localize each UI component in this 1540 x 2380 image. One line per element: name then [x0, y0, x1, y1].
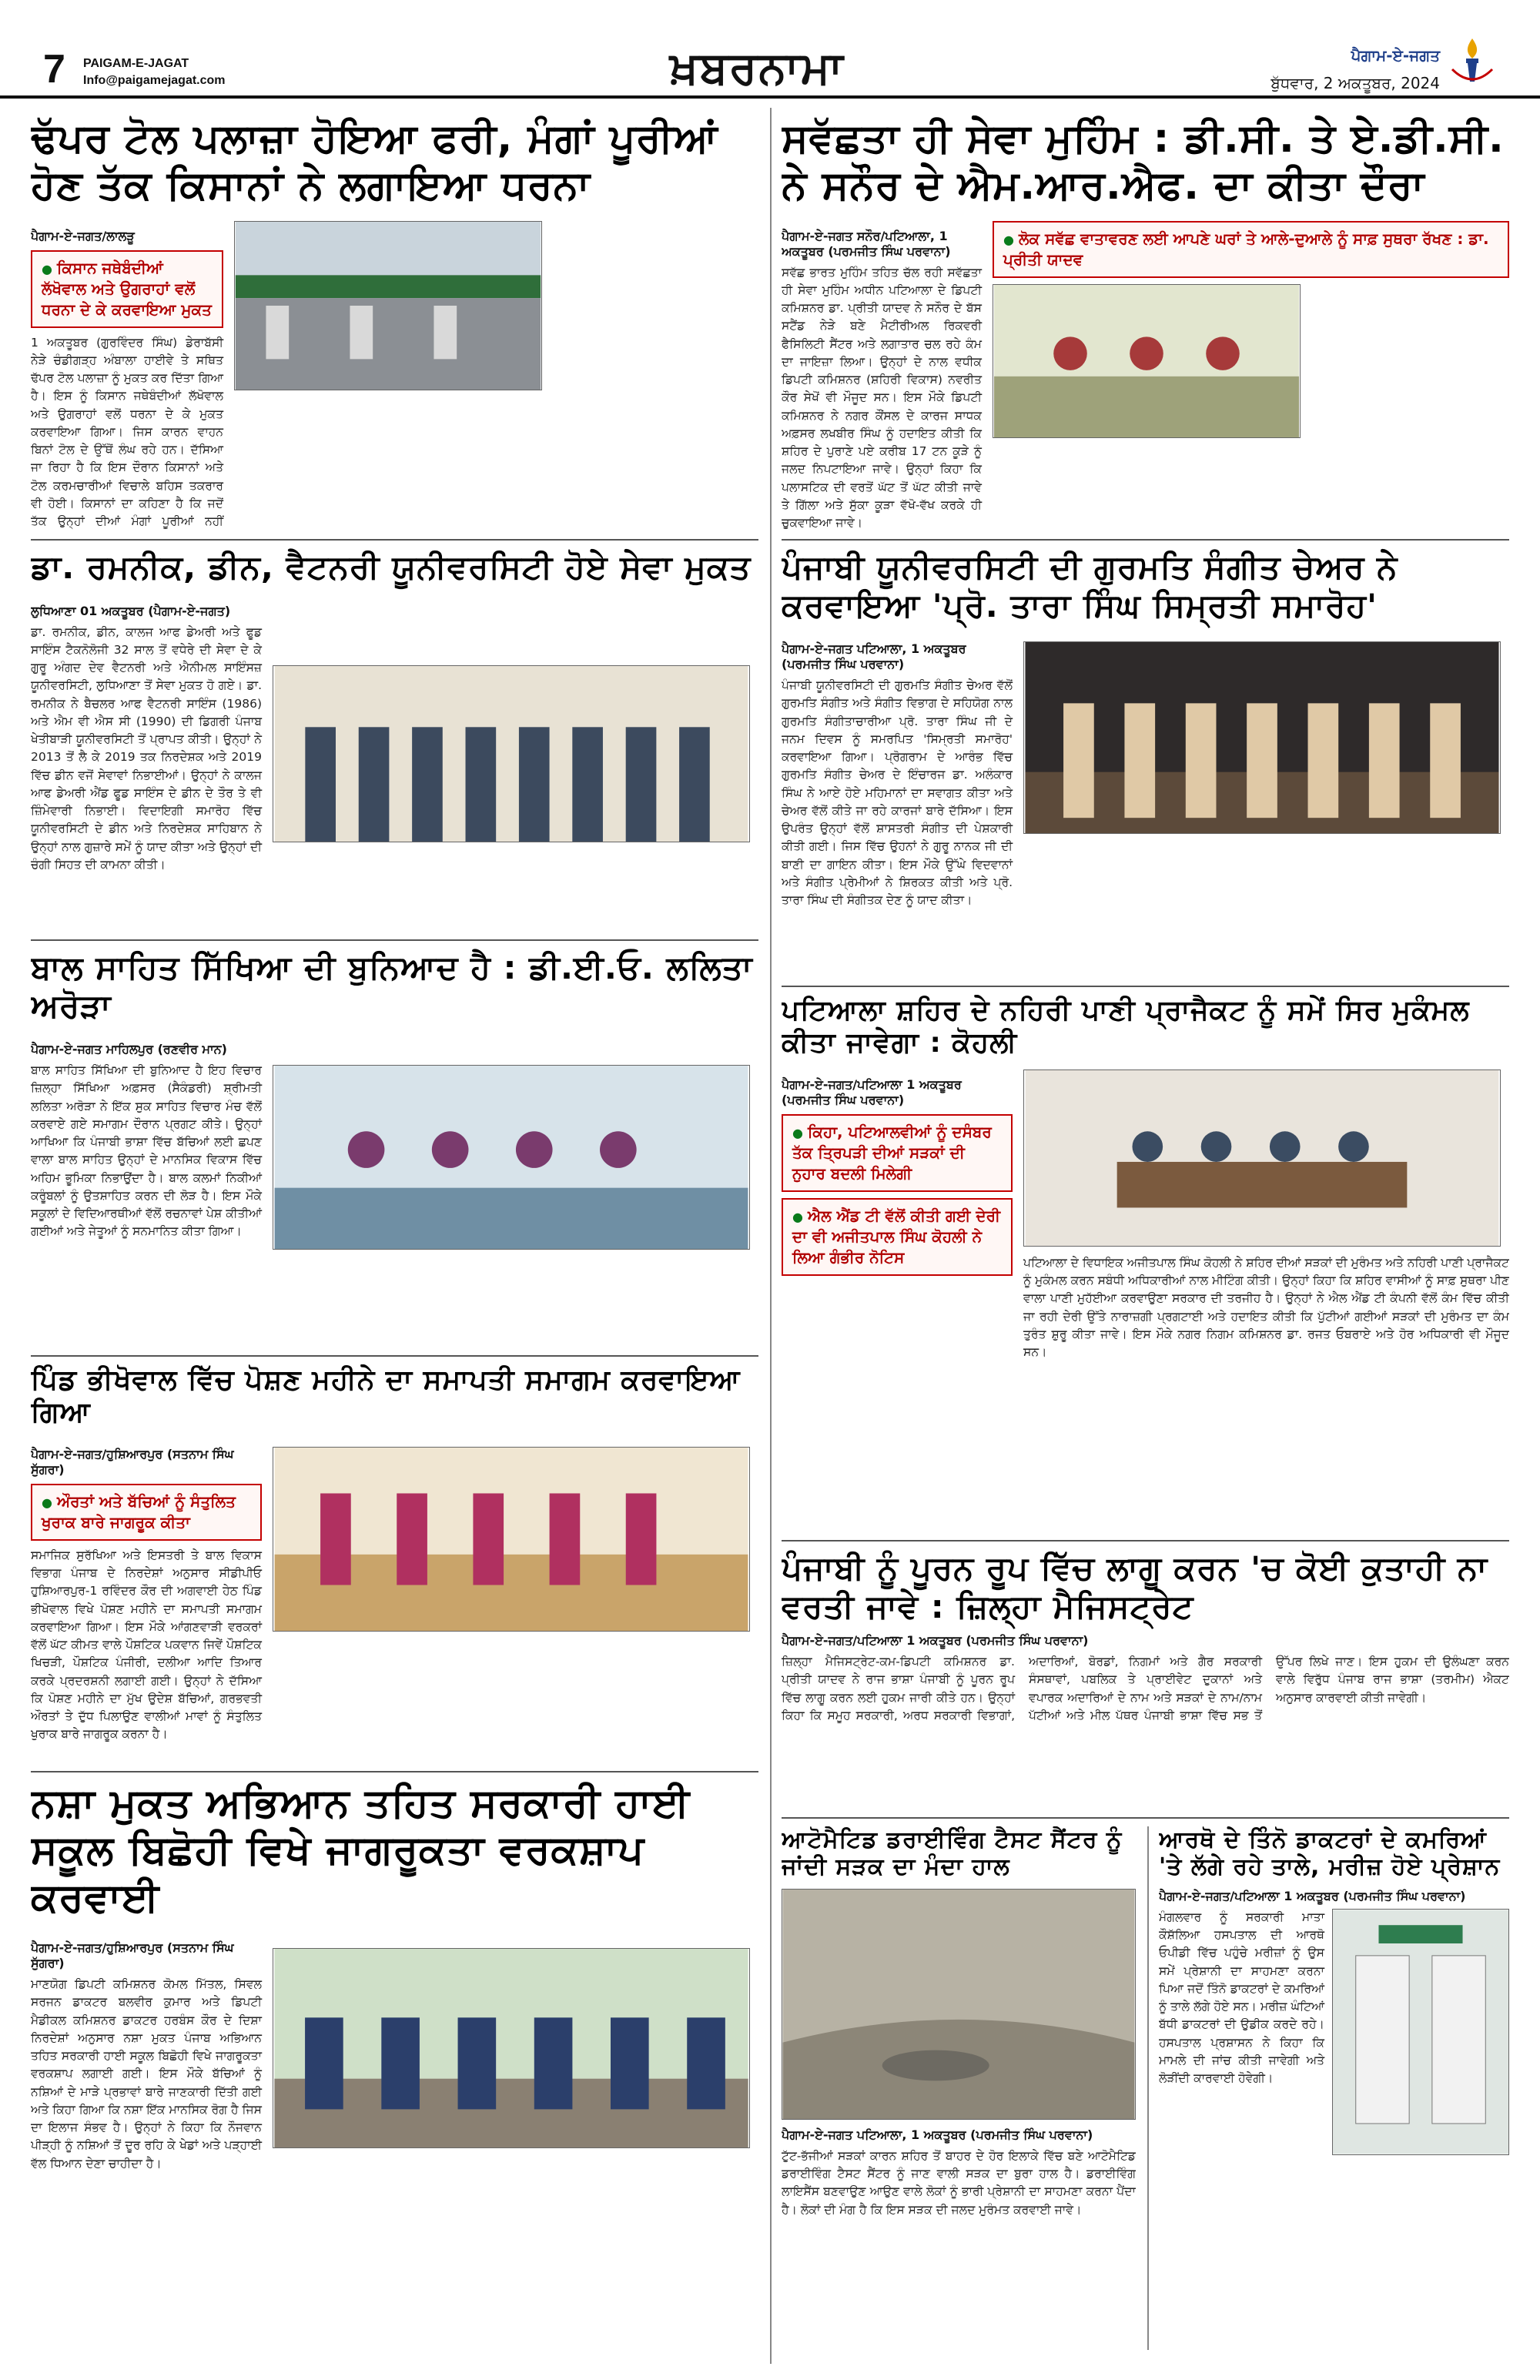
pull-quote-2: ● ਐਲ ਐਂਡ ਟੀ ਵੱਲੋਂ ਕੀਤੀ ਗਈ ਦੇਰੀ ਦਾ ਵੀ ਅਜੀਤਪਾਲ ਸਿੰਘ ਕੋਹਲੀ ਨੇ ਲਿਆ ਗੰਭੀਰ ਨੋਟਿਸ: [782, 1198, 1013, 1276]
divider: [31, 1355, 758, 1357]
article-body: ਪਟਿਆਲਾ ਦੇ ਵਿਧਾਇਕ ਅਜੀਤਪਾਲ ਸਿੰਘ ਕੋਹਲੀ ਨੇ ਸ਼ਹਿਰ ਦੀਆਂ ਸੜਕਾਂ ਦੀ ਮੁਰੰਮਤ ਅਤੇ ਨਹਿਰੀ ਪਾਣੀ ਪ੍ਰਾਜੈਕਟ ਨੂੰ ਮੁਕੰਮਲ ਕਰਨ ਸਬੰਧੀ ਅਧਿਕਾਰੀਆਂ ਨਾਲ ਮੀਟਿੰਗ ਕੀਤੀ। ਉਨ੍ਹਾਂ ਕਿਹਾ ਕਿ ਸ਼ਹਿਰ ਵਾਸੀਆਂ ਨੂੰ ਸਾਫ਼ ਸੁਥਰਾ ਪੀਣ ਵਾਲਾ ਪਾਣੀ ਮੁਹੱਈਆ ਕਰਵਾਉਣਾ ਸਰਕਾਰ ਦੀ ਤਰਜੀਹ ਹੈ। ਉਨ੍ਹਾਂ ਨੇ ਐਲ ਐਂਡ ਟੀ ਕੰਪਨੀ ਵੱਲੋਂ ਕੰਮ ਵਿੱਚ ਕੀਤੀ ਜਾ ਰਹੀ ਦੇਰੀ ਉੱਤੇ ਨਾਰਾਜ਼ਗੀ ਪ੍ਰਗਟਾਈ ਅਤੇ ਹਦਾਇਤ ਕੀਤੀ ਕਿ ਪੁੱਟੀਆਂ ਗਈਆਂ ਸੜਕਾਂ ਦੀ ਮੁਰੰਮਤ ਦਾ ਕੰਮ ਤੁਰੰਤ ਸ਼ੁਰੂ ਕੀਤਾ ਜਾਵੇ। ਇਸ ਮੌਕੇ ਨਗਰ ਨਿਗਮ ਕਮਿਸ਼ਨਰ ਡਾ. ਰਜਤ ਓਬਰਾਏ ਅਤੇ ਹੋਰ ਅਧਿਕਾਰੀ ਵੀ ਮੌਜੂਦ ਸਨ।: [1023, 1255, 1509, 1360]
byline: ਪੈਗਾਮ-ਏ-ਜਗਤ/ਹੁਸ਼ਿਆਰਪੁਰ (ਸਤਨਾਮ ਸਿੰਘ ਸੁੱਗਰਾ): [31, 1940, 234, 1971]
headline: ਬਾਲ ਸਾਹਿਤ ਸਿੱਖਿਆ ਦੀ ਬੁਨਿਆਦ ਹੈ : ਡੀ.ਈ.ਓ. ਲਲਿਤਾ ਅਰੋੜਾ: [31, 949, 753, 1025]
byline: ਪੈਗਾਮ-ਏ-ਜਗਤ ਮਾਹਿਲਪੁਰ (ਰਣਵੀਰ ਮਾਨ): [31, 1042, 227, 1057]
story-swachhata: [782, 115, 1509, 531]
issue-date: ਬੁੱਧਵਾਰ, 2 ਅਕਤੂਬਰ, 2024: [1270, 74, 1440, 92]
event-photo: [273, 1065, 750, 1250]
section-title: ਖ਼ਬਰਨਾਮਾ: [670, 42, 845, 94]
story-canal-water-project: [782, 995, 1509, 1534]
article-body: ਡਾ. ਰਮਨੀਕ, ਡੀਨ, ਕਾਲਜ ਆਫ ਡੇਅਰੀ ਅਤੇ ਫੂਡ ਸਾਇੰਸ ਟੈਕਨੋਲੋਜੀ 32 ਸਾਲ ਤੋਂ ਵਧੇਰੇ ਦੀ ਸੇਵਾ ਦੇ ਕੇ ਗੁਰੂ ਅੰਗਦ ਦੇਵ ਵੈਟਨਰੀ ਅਤੇ ਐਨੀਮਲ ਸਾਇੰਸਜ਼ ਯੂਨੀਵਰਸਿਟੀ, ਲੁਧਿਆਣਾ ਤੋਂ ਸੇਵਾ ਮੁਕਤ ਹੋ ਗਏ। ਡਾ. ਰਮਨੀਕ ਨੇ ਬੈਚਲਰ ਆਫ ਵੈਟਨਰੀ ਸਾਇੰਸ (1986) ਅਤੇ ਐਮ ਵੀ ਐਸ ਸੀ (1990) ਦੀ ਡਿਗਰੀ ਪੰਜਾਬ ਖੇਤੀਬਾੜੀ ਯੂਨੀਵਰਸਿਟੀ ਤੋਂ ਪ੍ਰਾਪਤ ਕੀਤੀ। ਉਨ੍ਹਾਂ ਨੇ 2013 ਤੋਂ ਲੈ ਕੇ 2019 ਤਕ ਨਿਰਦੇਸ਼ਕ ਅਤੇ 2019 ਵਿੱਚ ਡੀਨ ਵਜੋਂ ਸੇਵਾਵਾਂ ਨਿਭਾਈਆਂ। ਉਨ੍ਹਾਂ ਨੇ ਕਾਲਜ ਆਫ ਡੇਅਰੀ ਐਂਡ ਫੂਡ ਸਾਇੰਸ ਦੇ ਡੀਨ ਦੇ ਤੌਰ ਤੇ ਵੀ ਜ਼ਿੰਮੇਵਾਰੀ ਨਿਭਾਈ। ਵਿਦਾਇਗੀ ਸਮਾਰੋਹ ਵਿੱਚ ਯੂਨੀਵਰਸਿਟੀ ਦੇ ਡੀਨ ਅਤੇ ਨਿਰਦੇਸ਼ਕ ਸਾਹਿਬਾਨ ਨੇ ਉਨ੍ਹਾਂ ਨਾਲ ਗੁਜ਼ਾਰੇ ਸਮੇਂ ਨੂੰ ਯਾਦ ਕੀਤਾ ਅਤੇ ਉਨ੍ਹਾਂ ਦੀ ਚੰਗੀ ਸਿਹਤ ਦੀ ਕਾਮਨਾ ਕੀਤੀ।: [31, 624, 262, 872]
byline: ਪੈਗਾਮ-ਏ-ਜਗਤ/ਪਟਿਆਲਾ 1 ਅਕਤੂਬਰ (ਪਰਮਜੀਤ ਸਿੰਘ ਪਰਵਾਨਾ): [1159, 1888, 1466, 1903]
pull-quote: ● ਕਿਸਾਨ ਜਥੇਬੰਦੀਆਂ ਲੱਖੋਵਾਲ ਅਤੇ ਉਗਰਾਹਾਂ ਵਲੋਂ ਧਰਨਾ ਦੇ ਕੇ ਕਰਵਾਇਆ ਮੁਕਤ: [31, 250, 223, 328]
byline: ਪੈਗਾਮ-ਏ-ਜਗਤ ਸਨੌਰ/ਪਟਿਆਲਾ, 1 ਅਕਤੂਬਰ (ਪਰਮਜੀਤ ਸਿੰਘ ਪਰਵਾਨਾ): [782, 228, 951, 259]
headline: ਢੱਪਰ ਟੋਲ ਪਲਾਜ਼ਾ ਹੋਇਆ ਫਰੀ, ਮੰਗਾਂ ਪੂਰੀਆਂ ਹੋਣ ਤੱਕ ਕਿਸਾਨਾਂ ਨੇ ਲਗਾਇਆ ਧਰਨਾ: [31, 115, 718, 209]
article-body: ਸਮਾਜਿਕ ਸੁਰੱਖਿਆ ਅਤੇ ਇਸਤਰੀ ਤੇ ਬਾਲ ਵਿਕਾਸ ਵਿਭਾਗ ਪੰਜਾਬ ਦੇ ਨਿਰਦੇਸ਼ਾਂ ਅਨੁਸਾਰ ਸੀਡੀਪੀਓ ਹੁਸ਼ਿਆਰਪੁਰ-1 ਰਵਿੰਦਰ ਕੌਰ ਦੀ ਅਗਵਾਈ ਹੇਠ ਪਿੰਡ ਭੀਖੋਵਾਲ ਵਿਖੇ ਪੋਸ਼ਣ ਮਹੀਨੇ ਦਾ ਸਮਾਪਤੀ ਸਮਾਗਮ ਕਰਵਾਇਆ ਗਿਆ। ਇਸ ਮੌਕੇ ਆਂਗਣਵਾੜੀ ਵਰਕਰਾਂ ਵੱਲੋਂ ਘੱਟ ਕੀਮਤ ਵਾਲੇ ਪੌਸ਼ਟਿਕ ਪਕਵਾਨ ਜਿਵੇਂ ਪੌਸ਼ਟਿਕ ਖਿਚੜੀ, ਪੌਸ਼ਟਿਕ ਪੰਜੀਰੀ, ਦਲੀਆ ਆਦਿ ਤਿਆਰ ਕਰਕੇ ਪ੍ਰਦਰਸ਼ਨੀ ਲਗਾਈ ਗਈ। ਉਨ੍ਹਾਂ ਨੇ ਦੱਸਿਆ ਕਿ ਪੋਸ਼ਣ ਮਹੀਨੇ ਦਾ ਮੁੱਖ ਉਦੇਸ਼ ਬੱਚਿਆਂ, ਗਰਭਵਤੀ ਔਰਤਾਂ ਤੇ ਦੁੱਧ ਪਿਲਾਉਣ ਵਾਲੀਆਂ ਮਾਵਾਂ ਨੂੰ ਸੰਤੁਲਿਤ ਖੁਰਾਕ ਬਾਰੇ ਜਾਗਰੂਕ ਕਰਨਾ ਹੈ।: [31, 1548, 262, 1742]
headline: ਆਰਥੋ ਦੇ ਤਿੰਨੋ ਡਾਕਟਰਾਂ ਦੇ ਕਮਰਿਆਂ 'ਤੇ ਲੱਗੇ ਰਹੇ ਤਾਲੇ, ਮਰੀਜ਼ ਹੋਏ ਪ੍ਰੇਸ਼ਾਨ: [1159, 1826, 1501, 1881]
divider: [782, 1817, 1509, 1819]
column-divider: [1147, 1826, 1149, 2350]
story-nasha-mukt: [31, 1780, 758, 2350]
photo-caption: ● ਲੋਕ ਸਵੱਛ ਵਾਤਾਵਰਣ ਲਈ ਆਪਣੇ ਘਰਾਂ ਤੇ ਆਲੇ-ਦੁਆਲੇ ਨੂੰ ਸਾਫ਼ ਸੁਥਰਾ ਰੱਖਣ : ਡਾ. ਪ੍ਰੀਤੀ ਯਾਦਵ: [993, 221, 1509, 278]
byline: ਪੈਗਾਮ-ਏ-ਜਗਤ ਪਟਿਆਲਾ, 1 ਅਕਤੂਬਰ (ਪਰਮਜੀਤ ਸਿੰਘ ਪਰਵਾਨਾ): [782, 2127, 1093, 2142]
byline: ਪੈਗਾਮ-ਏ-ਜਗਤ/ਪਟਿਆਲਾ 1 ਅਕਤੂਬਰ (ਪਰਮਜੀਤ ਸਿੰਘ ਪਰਵਾਨਾ): [782, 1076, 962, 1107]
byline: ਪੈਗਾਮ-ਏ-ਜਗਤ/ਪਟਿਆਲਾ 1 ਅਕਤੂਬਰ (ਪਰਮਜੀਤ ਸਿੰਘ ਪਰਵਾਨਾ): [782, 1633, 1089, 1649]
divider: [31, 1771, 758, 1772]
article-body: ਬਾਲ ਸਾਹਿਤ ਸਿੱਖਿਆ ਦੀ ਬੁਨਿਆਦ ਹੈ ਇਹ ਵਿਚਾਰ ਜ਼ਿਲ੍ਹਾ ਸਿੱਖਿਆ ਅਫ਼ਸਰ (ਸੈਕੰਡਰੀ) ਸ਼੍ਰੀਮਤੀ ਲਲਿਤਾ ਅਰੋੜਾ ਨੇ ਇੱਕ ਸੁਕ ਸਾਹਿਤ ਵਿਚਾਰ ਮੰਚ ਵੱਲੋਂ ਕਰਵਾਏ ਗਏ ਸਮਾਗਮ ਦੌਰਾਨ ਪ੍ਰਗਟ ਕੀਤੇ। ਉਨ੍ਹਾਂ ਆਖਿਆ ਕਿ ਪੰਜਾਬੀ ਭਾਸ਼ਾ ਵਿੱਚ ਬੱਚਿਆਂ ਲਈ ਛਪਣ ਵਾਲਾ ਬਾਲ ਸਾਹਿਤ ਉਨ੍ਹਾਂ ਦੇ ਮਾਨਸਿਕ ਵਿਕਾਸ ਵਿੱਚ ਅਹਿਮ ਭੂਮਿਕਾ ਨਿਭਾਉਂਦਾ ਹੈ। ਬਾਲ ਕਲਮਾਂ ਨਿਕੀਆਂ ਕਰੂੰਬਲਾਂ ਨੂੰ ਉਤਸ਼ਾਹਿਤ ਕਰਨ ਦੀ ਲੋੜ ਹੈ। ਇਸ ਮੌਕੇ ਸਕੂਲਾਂ ਦੇ ਵਿਦਿਆਰਥੀਆਂ ਵੱਲੋਂ ਰਚਨਾਵਾਂ ਪੇਸ਼ ਕੀਤੀਆਂ ਗਈਆਂ ਅਤੇ ਜੇਤੂਆਂ ਨੂੰ ਸਨਮਾਨਿਤ ਕੀਤਾ ਗਿਆ।: [31, 1063, 262, 1239]
masthead: [0, 0, 1540, 99]
headline: ਪੰਜਾਬੀ ਯੂਨੀਵਰਸਿਟੀ ਦੀ ਗੁਰਮਤਿ ਸੰਗੀਤ ਚੇਅਰ ਨੇ ਕਰਵਾਇਆ 'ਪ੍ਰੋ. ਤਾਰਾ ਸਿੰਘ ਸਿਮ੍ਰਤੀ ਸਮਾਰੋਹ': [782, 548, 1398, 624]
story-ortho-doctors: [1159, 1826, 1509, 2350]
headline: ਡਾ. ਰਮਨੀਕ, ਡੀਨ, ਵੈਟਨਰੀ ਯੂਨੀਵਰਸਿਟੀ ਹੋਏ ਸੇਵਾ ਮੁਕਤ: [31, 548, 752, 586]
mrf-visit-photo: [993, 284, 1301, 438]
divider: [782, 986, 1509, 987]
torch-logo-icon: [1448, 35, 1497, 89]
story-driving-test-road: [782, 1826, 1136, 2350]
story-vet-university: [31, 548, 758, 933]
page-number: 7: [43, 47, 65, 92]
story-toll-plaza: [31, 115, 758, 531]
article-body: 1 ਅਕਤੂਬਰ (ਗੁਰਵਿੰਦਰ ਸਿੰਘ) ਡੇਰਾਬੱਸੀ ਨੇੜੇ ਚੰਡੀਗੜ੍ਹ ਅੰਬਾਲਾ ਹਾਈਵੇ ਤੇ ਸਥਿਤ ਢੱਪਰ ਟੋਲ ਪਲਾਜ਼ਾ ਨੂੰ ਮੁਕਤ ਕਰ ਦਿੱਤਾ ਗਿਆ ਹੈ। ਇਸ ਨੂੰ ਕਿਸਾਨ ਜਥੇਬੰਦੀਆਂ ਲੱਖੋਵਾਲ ਅਤੇ ਉਗਰਾਹਾਂ ਵਲੋਂ ਧਰਨਾ ਦੇ ਕੇ ਮੁਕਤ ਕਰਵਾਇਆ ਗਿਆ। ਜਿਸ ਕਾਰਨ ਵਾਹਨ ਬਿਨਾਂ ਟੋਲ ਦੇ ਉੱਥੋਂ ਲੰਘ ਰਹੇ ਹਨ। ਦੱਸਿਆ ਜਾ ਰਿਹਾ ਹੈ ਕਿ ਇਸ ਦੌਰਾਨ ਕਿਸਾਨਾਂ ਅਤੇ ਟੋਲ ਕਰਮਚਾਰੀਆਂ ਵਿਚਾਲੇ ਬਹਿਸ ਤਕਰਾਰ ਵੀ ਹੋਈ। ਕਿਸਾਨਾਂ ਦਾ ਕਹਿਣਾ ਹੈ ਕਿ ਜਦੋਂ ਤੱਕ ਉਨ੍ਹਾਂ ਦੀਆਂ ਮੰਗਾਂ ਪੂਰੀਆਂ ਨਹੀਂ: [31, 335, 223, 529]
byline: ਪੈਗਾਮ-ਏ-ਜਗਤ/ਹੁਸ਼ਿਆਰਪੁਰ (ਸਤਨਾਮ ਸਿੰਘ ਸੁੱਗਰਾ): [31, 1446, 234, 1477]
article-body: ਟੁੱਟ-ਭੱਜੀਆਂ ਸੜਕਾਂ ਕਾਰਨ ਸ਼ਹਿਰ ਤੋਂ ਬਾਹਰ ਦੇ ਹੋਰ ਇਲਾਕੇ ਵਿੱਚ ਬਣੇ ਆਟੋਮੈਟਿਡ ਡਰਾਈਵਿੰਗ ਟੈਸਟ ਸੈਂਟਰ ਨੂੰ ਜਾਣ ਵਾਲੀ ਸੜਕ ਦਾ ਬੁਰਾ ਹਾਲ ਹੈ। ਡਰਾਈਵਿੰਗ ਲਾਇਸੈਂਸ ਬਣਵਾਉਣ ਆਉਣ ਵਾਲੇ ਲੋਕਾਂ ਨੂੰ ਭਾਰੀ ਪ੍ਰੇਸ਼ਾਨੀ ਦਾ ਸਾਹਮਣਾ ਕਰਨਾ ਪੈਂਦਾ ਹੈ। ਲੋਕਾਂ ਦੀ ਮੰਗ ਹੈ ਕਿ ਇਸ ਸੜਕ ਦੀ ਜਲਦ ਮੁਰੰਮਤ ਕਰਵਾਈ ਜਾਵੇ।: [782, 2148, 1136, 2217]
article-body: ਮਾਣਯੋਗ ਡਿਪਟੀ ਕਮਿਸ਼ਨਰ ਕੋਮਲ ਮਿੱਤਲ, ਸਿਵਲ ਸਰਜਨ ਡਾਕਟਰ ਬਲਵੀਰ ਕੁਮਾਰ ਅਤੇ ਡਿਪਟੀ ਮੈਡੀਕਲ ਕਮਿਸ਼ਨਰ ਡਾਕਟਰ ਹਰਬੰਸ ਕੌਰ ਦੇ ਦਿਸ਼ਾ ਨਿਰਦੇਸ਼ਾਂ ਅਨੁਸਾਰ ਨਸ਼ਾ ਮੁਕਤ ਪੰਜਾਬ ਅਭਿਆਨ ਤਹਿਤ ਸਰਕਾਰੀ ਹਾਈ ਸਕੂਲ ਬਿਛੋਹੀ ਵਿਖੇ ਜਾਗਰੂਕਤਾ ਵਰਕਸ਼ਾਪ ਲਗਾਈ ਗਈ। ਇਸ ਮੌਕੇ ਬੱਚਿਆਂ ਨੂੰ ਨਸ਼ਿਆਂ ਦੇ ਮਾੜੇ ਪ੍ਰਭਾਵਾਂ ਬਾਰੇ ਜਾਣਕਾਰੀ ਦਿੱਤੀ ਗਈ ਅਤੇ ਕਿਹਾ ਗਿਆ ਕਿ ਨਸ਼ਾ ਇੱਕ ਮਾਨਸਿਕ ਰੋਗ ਹੈ ਜਿਸ ਦਾ ਇਲਾਜ ਸੰਭਵ ਹੈ। ਉਨ੍ਹਾਂ ਨੇ ਕਿਹਾ ਕਿ ਨੌਜਵਾਨ ਪੀੜ੍ਹੀ ਨੂੰ ਨਸ਼ਿਆਂ ਤੋਂ ਦੂਰ ਰਹਿ ਕੇ ਖੇਡਾਂ ਅਤੇ ਪੜ੍ਹਾਈ ਵੱਲ ਧਿਆਨ ਦੇਣਾ ਚਾਹੀਦਾ ਹੈ।: [31, 1977, 262, 2171]
article-body: ਸਵੱਛ ਭਾਰਤ ਮੁਹਿੰਮ ਤਹਿਤ ਚੱਲ ਰਹੀ ਸਵੱਛਤਾ ਹੀ ਸੇਵਾ ਮੁਹਿੰਮ ਅਧੀਨ ਪਟਿਆਲਾ ਦੇ ਡਿਪਟੀ ਕਮਿਸ਼ਨਰ ਡਾ. ਪ੍ਰੀਤੀ ਯਾਦਵ ਨੇ ਸਨੌਰ ਦੇ ਬੱਸ ਸਟੈਂਡ ਨੇੜੇ ਬਣੇ ਮੈਟੀਰੀਅਲ ਰਿਕਵਰੀ ਫੈਸਿਲਿਟੀ ਸੈਂਟਰ ਅਤੇ ਲਗਾਤਾਰ ਚਲ ਰਹੇ ਕੰਮ ਦਾ ਜਾਇਜ਼ਾ ਲਿਆ। ਉਨ੍ਹਾਂ ਦੇ ਨਾਲ ਵਧੀਕ ਡਿਪਟੀ ਕਮਿਸ਼ਨਰ (ਸ਼ਹਿਰੀ ਵਿਕਾਸ) ਨਵਰੀਤ ਕੌਰ ਸੇਖੋਂ ਵੀ ਮੌਜੂਦ ਸਨ। ਇਸ ਮੌਕੇ ਡਿਪਟੀ ਕਮਿਸ਼ਨਰ ਨੇ ਨਗਰ ਕੌਂਸਲ ਦੇ ਕਾਰਜ ਸਾਧਕ ਅਫ਼ਸਰ ਲਖਬੀਰ ਸਿੰਘ ਨੂੰ ਹਦਾਇਤ ਕੀਤੀ ਕਿ ਸ਼ਹਿਰ ਦੇ ਪੁਰਾਣੇ ਪਏ ਕਰੀਬ 17 ਟਨ ਕੂੜੇ ਨੂੰ ਜਲਦ ਨਿਪਟਾਇਆ ਜਾਵੇ। ਉਨ੍ਹਾਂ ਕਿਹਾ ਕਿ ਪਲਾਸਟਿਕ ਦੀ ਵਰਤੋਂ ਘੱਟ ਤੋਂ ਘੱਟ ਕੀਤੀ ਜਾਵੇ ਤੇ ਗਿੱਲਾ ਅਤੇ ਸੁੱਕਾ ਕੂੜਾ ਵੱਖੋ-ਵੱਖ ਕਰਕੇ ਹੀ ਚੁਕਵਾਇਆ ਜਾਵੇ।: [782, 265, 982, 531]
headline: ਪਟਿਆਲਾ ਸ਼ਹਿਰ ਦੇ ਨਹਿਰੀ ਪਾਣੀ ਪ੍ਰਾਜੈਕਟ ਨੂੰ ਸਮੇਂ ਸਿਰ ਮੁਕੰਮਲ ਕੀਤਾ ਜਾਵੇਗਾ : ਕੋਹਲੀ: [782, 995, 1470, 1059]
story-gurmat-sangeet: [782, 548, 1509, 979]
byline: ਪੈਗਾਮ-ਏ-ਜਗਤ ਪਟਿਆਲਾ, 1 ਅਕਤੂਬਰ (ਪਰਮਜੀਤ ਸਿੰਘ ਪਰਵਾਨਾ): [782, 641, 966, 672]
article-body: ਜ਼ਿਲ੍ਹਾ ਮੈਜਿਸਟ੍ਰੇਟ-ਕਮ-ਡਿਪਟੀ ਕਮਿਸ਼ਨਰ ਡਾ. ਪ੍ਰੀਤੀ ਯਾਦਵ ਨੇ ਰਾਜ ਭਾਸ਼ਾ ਪੰਜਾਬੀ ਨੂੰ ਪੂਰਨ ਰੂਪ ਵਿੱਚ ਲਾਗੂ ਕਰਨ ਲਈ ਹੁਕਮ ਜਾਰੀ ਕੀਤੇ ਹਨ। ਉਨ੍ਹਾਂ ਕਿਹਾ ਕਿ ਸਮੂਹ ਸਰਕਾਰੀ, ਅਰਧ ਸਰਕਾਰੀ ਵਿਭਾਗਾਂ, ਅਦਾਰਿਆਂ, ਬੋਰਡਾਂ, ਨਿਗਮਾਂ ਅਤੇ ਗੈਰ ਸਰਕਾਰੀ ਸੰਸਥਾਵਾਂ, ਪਬਲਿਕ ਤੇ ਪ੍ਰਾਈਵੇਟ ਦੁਕਾਨਾਂ ਅਤੇ ਵਪਾਰਕ ਅਦਾਰਿਆਂ ਦੇ ਨਾਮ ਅਤੇ ਸੜਕਾਂ ਦੇ ਨਾਮ/ਨਾਮ ਪੱਟੀਆਂ ਅਤੇ ਮੀਲ ਪੱਥਰ ਪੰਜਾਬੀ ਭਾਸ਼ਾ ਵਿੱਚ ਸਭ ਤੋਂ ਉੱਪਰ ਲਿਖੇ ਜਾਣ। ਇਸ ਹੁਕਮ ਦੀ ਉਲੰਘਣਾ ਕਰਨ ਵਾਲੇ ਵਿਰੁੱਧ ਪੰਜਾਬ ਰਾਜ ਭਾਸ਼ਾ (ਤਰਮੀਮ) ਐਕਟ ਅਨੁਸਾਰ ਕਾਰਵਾਈ ਕੀਤੀ ਜਾਵੇਗੀ।: [782, 1655, 1509, 1722]
school-workshop-photo: [273, 1948, 750, 2148]
headline: ਪਿੰਡ ਭੀਖੋਵਾਲ ਵਿੱਚ ਪੋਸ਼ਣ ਮਹੀਨੇ ਦਾ ਸਮਾਪਤੀ ਸਮਾਗਮ ਕਰਵਾਇਆ ਗਿਆ: [31, 1364, 741, 1429]
headline: ਆਟੋਮੈਟਿਡ ਡਰਾਈਵਿੰਗ ਟੈਸਟ ਸੈਂਟਰ ਨੂੰ ਜਾਂਦੀ ਸੜਕ ਦਾ ਮੰਦਾ ਹਾਲ: [782, 1826, 1123, 1881]
story-bal-sahit: [31, 949, 758, 1349]
group-photo: [273, 665, 750, 842]
divider: [782, 539, 1509, 541]
pull-quote-1: ● ਕਿਹਾ, ਪਟਿਆਲਵੀਆਂ ਨੂੰ ਦਸੰਬਰ ਤੱਕ ਤ੍ਰਿਪੜੀ ਦੀਆਂ ਸੜਕਾਂ ਦੀ ਨੁਹਾਰ ਬਦਲੀ ਮਿਲੇਗੀ: [782, 1114, 1013, 1192]
column-divider: [770, 108, 772, 2364]
divider: [782, 1540, 1509, 1541]
toll-plaza-photo: [234, 221, 542, 390]
story-punjabi-language: [782, 1549, 1509, 1811]
pull-quote: ● ਔਰਤਾਂ ਅਤੇ ਬੱਚਿਆਂ ਨੂੰ ਸੰਤੁਲਿਤ ਖੁਰਾਕ ਬਾਰੇ ਜਾਗਰੂਕ ਕੀਤਾ: [31, 1484, 262, 1541]
article-body: ਪੰਜਾਬੀ ਯੂਨੀਵਰਸਿਟੀ ਦੀ ਗੁਰਮਤਿ ਸੰਗੀਤ ਚੇਅਰ ਵੱਲੋਂ ਗੁਰਮਤਿ ਸੰਗੀਤ ਅਤੇ ਸੰਗੀਤ ਵਿਭਾਗ ਦੇ ਸਹਿਯੋਗ ਨਾਲ ਗੁਰਮਤਿ ਸੰਗੀਤਾਚਾਰੀਆ ਪ੍ਰੋ. ਤਾਰਾ ਸਿੰਘ ਜੀ ਦੇ ਜਨਮ ਦਿਵਸ ਨੂੰ ਸਮਰਪਿਤ 'ਸਿਮ੍ਰਤੀ ਸਮਾਰੋਹ' ਕਰਵਾਇਆ ਗਿਆ। ਪ੍ਰੋਗਰਾਮ ਦੇ ਆਰੰਭ ਵਿੱਚ ਗੁਰਮਤਿ ਸੰਗੀਤ ਚੇਅਰ ਦੇ ਇੰਚਾਰਜ ਡਾ. ਅਲੰਕਾਰ ਸਿੰਘ ਨੇ ਆਏ ਹੋਏ ਮਹਿਮਾਨਾਂ ਦਾ ਸਵਾਗਤ ਕੀਤਾ ਅਤੇ ਚੇਅਰ ਵੱਲੋਂ ਕੀਤੇ ਜਾ ਰਹੇ ਕਾਰਜਾਂ ਬਾਰੇ ਦੱਸਿਆ। ਇਸ ਉਪਰੰਤ ਉਨ੍ਹਾਂ ਵੱਲੋਂ ਸ਼ਾਸਤਰੀ ਸੰਗੀਤ ਦੀ ਪੇਸ਼ਕਾਰੀ ਕੀਤੀ ਗਈ। ਜਿਸ ਵਿੱਚ ਉਹਨਾਂ ਨੇ ਗੁਰੂ ਨਾਨਕ ਜੀ ਦੀ ਬਾਣੀ ਦਾ ਗਾਇਨ ਕੀਤਾ। ਇਸ ਮੌਕੇ ਉੱਘੇ ਵਿਦਵਾਨਾਂ ਅਤੇ ਸੰਗੀਤ ਪ੍ਰੇਮੀਆਂ ਨੇ ਸ਼ਿਰਕਤ ਕੀਤੀ ਅਤੇ ਪ੍ਰੋ. ਤਾਰਾ ਸਿੰਘ ਦੀ ਸੰਗੀਤਕ ਦੇਣ ਨੂੰ ਯਾਦ ਕੀਤਾ।: [782, 678, 1013, 908]
samaroh-photo: [1023, 641, 1501, 834]
divider: [31, 939, 758, 941]
brand-name-punjabi: ਪੈਗਾਮ-ਏ-ਜਗਤ: [1351, 46, 1440, 65]
headline: ਸਵੱਛਤਾ ਹੀ ਸੇਵਾ ਮੁਹਿੰਮ : ਡੀ.ਸੀ. ਤੇ ਏ.ਡੀ.ਸੀ. ਨੇ ਸਨੌਰ ਦੇ ਐਮ.ਆਰ.ਐਫ. ਦਾ ਕੀਤਾ ਦੌਰਾ: [782, 115, 1505, 209]
poshan-event-photo: [273, 1447, 750, 1632]
brand-name: PAIGAM-E-JAGAT: [83, 57, 189, 70]
byline: ਪੈਗਾਮ-ਏ-ਜਗਤ/ਲਾਲੜੂ: [31, 228, 135, 243]
damaged-road-photo: [782, 1889, 1136, 2120]
locked-doors-photo: [1332, 1909, 1509, 2155]
divider: [31, 539, 758, 541]
meeting-photo: [1023, 1069, 1501, 1247]
article-body: ਮੰਗਲਵਾਰ ਨੂੰ ਸਰਕਾਰੀ ਮਾਤਾ ਕੌਸ਼ੱਲਿਆ ਹਸਪਤਾਲ ਦੀ ਆਰਥੋ ਓਪੀਡੀ ਵਿੱਚ ਪਹੁੰਚੇ ਮਰੀਜ਼ਾਂ ਨੂੰ ਉਸ ਸਮੇਂ ਪ੍ਰੇਸ਼ਾਨੀ ਦਾ ਸਾਹਮਣਾ ਕਰਨਾ ਪਿਆ ਜਦੋਂ ਤਿੰਨੋ ਡਾਕਟਰਾਂ ਦੇ ਕਮਰਿਆਂ ਨੂੰ ਤਾਲੇ ਲੱਗੇ ਹੋਏ ਸਨ। ਮਰੀਜ਼ ਘੰਟਿਆਂ ਬੱਧੀ ਡਾਕਟਰਾਂ ਦੀ ਉਡੀਕ ਕਰਦੇ ਰਹੇ। ਹਸਪਤਾਲ ਪ੍ਰਸ਼ਾਸਨ ਨੇ ਕਿਹਾ ਕਿ ਮਾਮਲੇ ਦੀ ਜਾਂਚ ਕੀਤੀ ਜਾਵੇਗੀ ਅਤੇ ਲੋੜੀਂਦੀ ਕਾਰਵਾਈ ਹੋਵੇਗੀ।: [1159, 1910, 1324, 2086]
headline: ਨਸ਼ਾ ਮੁਕਤ ਅਭਿਆਨ ਤਹਿਤ ਸਰਕਾਰੀ ਹਾਈ ਸਕੂਲ ਬਿਛੋਹੀ ਵਿਖੇ ਜਾਗਰੂਕਤਾ ਵਰਕਸ਼ਾਪ ਕਰਵਾਈ: [31, 1780, 691, 1921]
story-poshan: [31, 1364, 758, 1765]
byline: ਲੁਧਿਆਣਾ 01 ਅਕਤੂਬਰ (ਪੈਗਾਮ-ਏ-ਜਗਤ): [31, 603, 231, 618]
headline: ਪੰਜਾਬੀ ਨੂੰ ਪੂਰਨ ਰੂਪ ਵਿੱਚ ਲਾਗੂ ਕਰਨ 'ਚ ਕੋਈ ਕੁਤਾਹੀ ਨਾ ਵਰਤੀ ਜਾਵੇ : ਜ਼ਿਲ੍ਹਾ ਮੈਜਿਸਟ੍ਰੇਟ: [782, 1549, 1488, 1625]
email-address[interactable]: Info@paigamejagat.com: [83, 74, 226, 87]
